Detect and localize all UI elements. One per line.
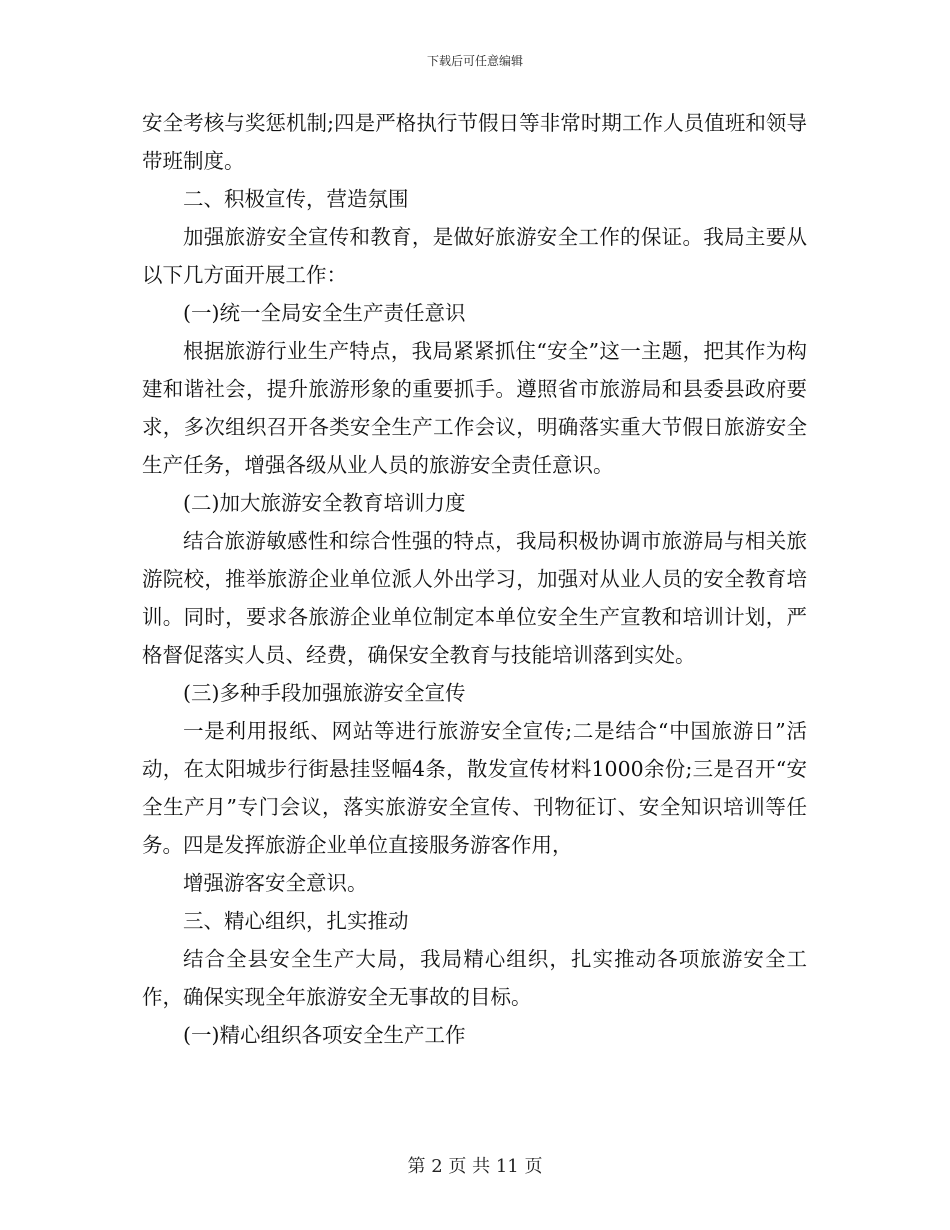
subsection-heading: (二)加大旅游安全教育培训力度 (183, 491, 466, 515)
page-header: 下载后可任意编辑 (426, 54, 523, 68)
document-body (142, 104, 807, 1054)
paragraph: 增强游客安全意识。 (183, 871, 368, 895)
paragraph: 结合旅游敏感性和综合性强的特点，我局积极协调市旅游局与相关旅游院校，推举旅游企业单位派人外出学习，加强对从业人员的安全教育培训。同时，要求各旅游企业单位制定本单位安全生产宣教和培训计划，严格督促落实人员、经费，确保安全教育与技能培训落到实处。 (142, 529, 807, 667)
paragraph: 一是利用报纸、网站等进行旅游安全宣传;二是结合“中国旅游日”活动，在太阳城步行街悬挂竖幅4条，散发宣传材料1000余份;三是召开“安全生产月”专门会议，落实旅游安全宣传、刊物征订、安全知识培训等任务。四是发挥旅游企业单位直接服务游客作用， (142, 719, 807, 857)
paragraph: 加强旅游安全宣传和教育，是做好旅游安全工作的保证。我局主要从以下几方面开展工作： (142, 225, 807, 287)
section-heading: 二、积极宣传，营造氛围 (183, 187, 409, 211)
subsection-heading: (一)精心组织各项安全生产工作 (183, 1023, 466, 1047)
section-heading: 三、精心组织，扎实推动 (183, 909, 409, 933)
paragraph: 根据旅游行业生产特点，我局紧紧抓住“安全”这一主题，把其作为构建和谐社会，提升旅游形象的重要抓手。遵照省市旅游局和县委县政府要求，多次组织召开各类安全生产工作会议，明确落实重大节假日旅游安全生产任务，增强各级从业人员的旅游安全责任意识。 (142, 339, 807, 477)
subsection-heading: (一)统一全局安全生产责任意识 (183, 301, 466, 325)
page-footer: 第 2 页 共 11 页 (407, 1156, 543, 1177)
paragraph: 安全考核与奖惩机制;四是严格执行节假日等非常时期工作人员值班和领导带班制度。 (142, 111, 807, 173)
subsection-heading: (三)多种手段加强旅游安全宣传 (183, 681, 466, 705)
paragraph: 结合全县安全生产大局，我局精心组织，扎实推动各项旅游安全工作，确保实现全年旅游安全无事故的目标。 (142, 947, 807, 1009)
